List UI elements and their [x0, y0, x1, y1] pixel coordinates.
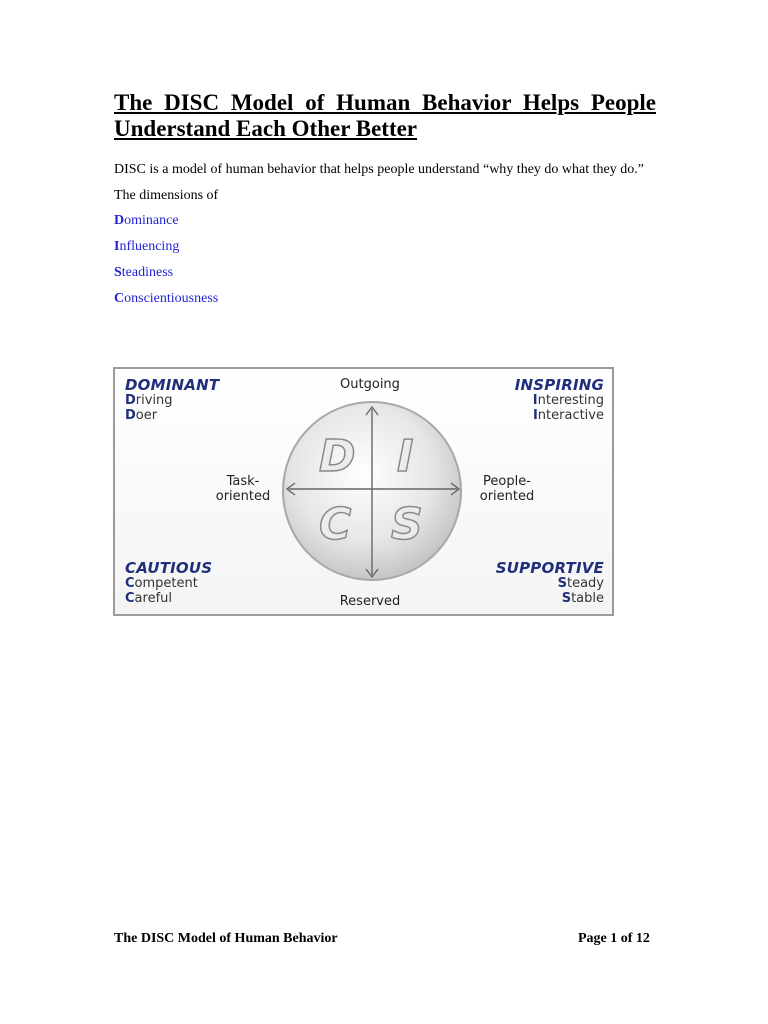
trait-initial: S — [557, 576, 567, 591]
axis-label-line: oriented — [215, 489, 271, 504]
axis-label-line: oriented — [479, 489, 535, 504]
trait-initial: D — [125, 408, 136, 423]
trait-rest: table — [571, 591, 604, 606]
trait-initial: C — [125, 591, 135, 606]
trait-rest: nteresting — [537, 393, 604, 408]
dimension-rest: nfluencing — [119, 239, 180, 254]
dimension-initial: C — [114, 291, 125, 306]
trait-initial: S — [561, 591, 572, 606]
quadrant-letter-d: D — [319, 431, 356, 482]
quadrant-heading: SUPPORTIVE — [495, 559, 604, 577]
axis-label-task-oriented — [203, 474, 283, 504]
quadrant-supportive — [496, 561, 604, 606]
trait-rest: riving — [135, 393, 173, 408]
quadrant-dominant — [125, 378, 219, 423]
dimension-item-steadiness — [114, 260, 218, 286]
dimension-initial: D — [114, 213, 125, 228]
quadrant-letter-s: S — [391, 499, 423, 550]
axis-label-line: People- — [483, 474, 531, 489]
quadrant-trait — [496, 591, 604, 606]
footer-document-title: The DISC Model of Human Behavior — [114, 931, 338, 946]
trait-rest: oer — [135, 408, 158, 423]
trait-initial: D — [125, 393, 136, 408]
quadrant-heading: INSPIRING — [514, 376, 604, 394]
quadrant-trait — [125, 393, 219, 408]
document-title: The DISC Model of Human Behavior Helps People Understand Each Other Better — [114, 90, 656, 141]
quadrant-cautious — [125, 561, 212, 606]
quadrant-trait — [515, 393, 604, 408]
quadrant-heading: DOMINANT — [125, 376, 220, 394]
quadrant-heading: CAUTIOUS — [125, 559, 213, 577]
dimension-rest: teadiness — [121, 265, 174, 280]
dimension-item-conscientiousness — [114, 286, 218, 312]
trait-initial: I — [532, 408, 538, 423]
trait-rest: ompetent — [134, 576, 198, 591]
trait-initial: I — [532, 393, 538, 408]
trait-rest: nteractive — [537, 408, 604, 423]
dimension-item-dominance — [114, 208, 218, 234]
disc-model-figure — [113, 367, 614, 616]
axis-label-outgoing: Outgoing — [340, 377, 400, 392]
quadrant-inspiring — [515, 378, 604, 423]
dimension-initial: S — [114, 265, 122, 280]
axis-label-line: Task- — [226, 474, 260, 489]
dimension-list — [114, 208, 218, 312]
quadrant-trait — [125, 408, 219, 423]
dimension-rest: ominance — [124, 213, 179, 228]
trait-initial: C — [125, 576, 135, 591]
quadrant-letter-i: I — [397, 431, 414, 482]
dimension-rest: onscientiousness — [124, 291, 219, 306]
dimension-initial: I — [114, 239, 120, 254]
quadrant-trait — [125, 591, 212, 606]
quadrant-letter-c: C — [319, 499, 352, 550]
footer-page-number: Page 1 of 12 — [578, 931, 650, 946]
dimension-item-influencing — [114, 234, 218, 260]
axis-label-people-oriented — [467, 474, 547, 504]
quadrant-trait — [496, 576, 604, 591]
intro-paragraph: DISC is a model of human behavior that helps people understand “why they do what they do.” The dimensions of — [114, 162, 644, 203]
axis-label-reserved: Reserved — [339, 594, 401, 609]
quadrant-trait — [515, 408, 604, 423]
trait-rest: teady — [566, 576, 604, 591]
quadrant-trait — [125, 576, 212, 591]
trait-rest: areful — [134, 591, 172, 606]
